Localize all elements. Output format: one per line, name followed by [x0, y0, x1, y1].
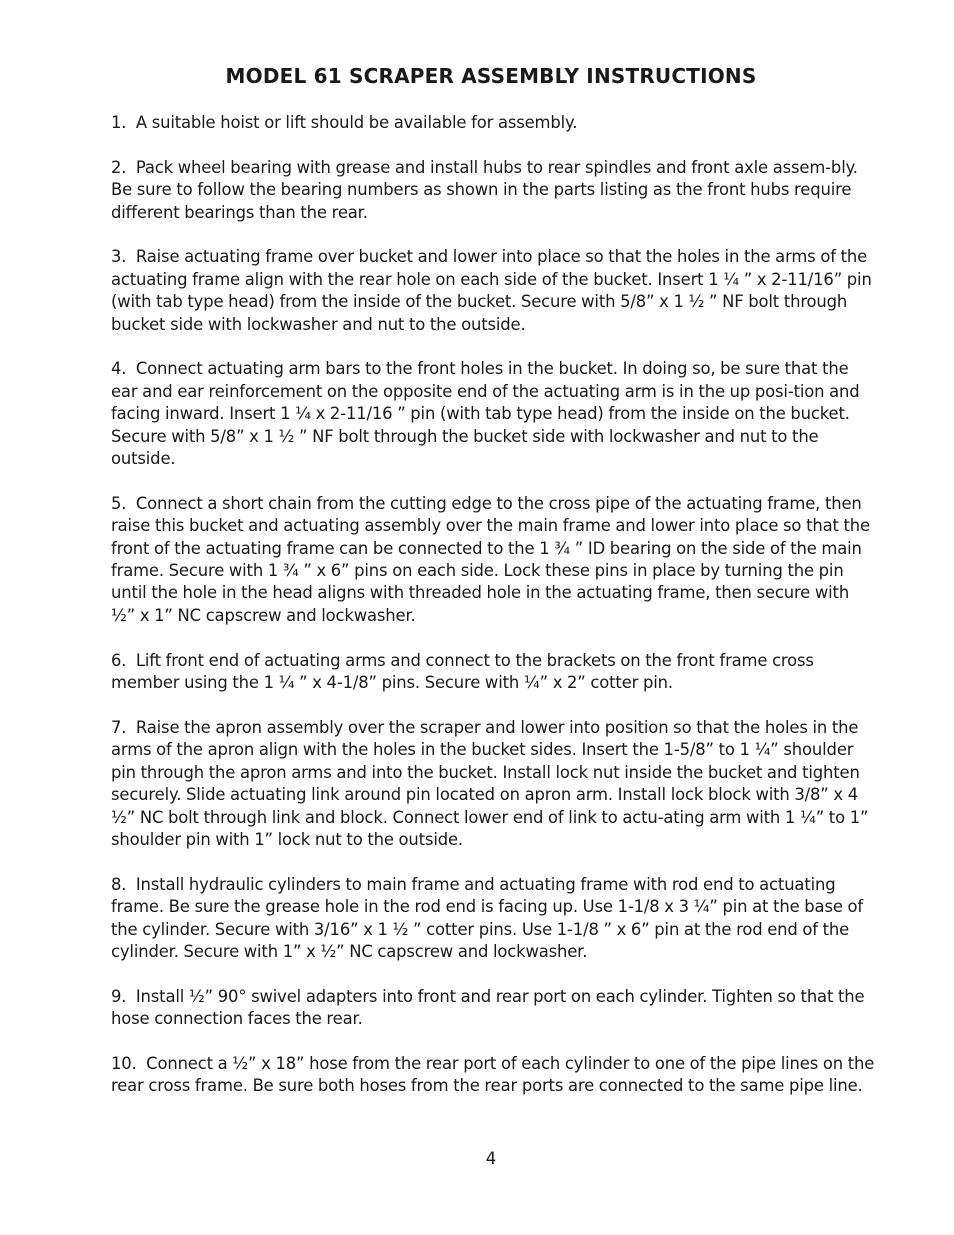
instruction-step-7	[111, 717, 877, 851]
step-number: 10.	[111, 1053, 137, 1073]
step-number: 3.	[111, 247, 127, 267]
step-text: Install hydraulic cylinders to main frame and actuating frame with rod end to actuating frame. Be sure the grease hole in the rod end is facing up. Use 1-1/8 x 3 ¼” pin at the base of the cylinder. Secure with 3/16” x 1 ½ ” cotter pins. Use 1-1/8 ” x 6” pin at the rod end of the cylinder. Secure with 1” x ½” NC capscrew and lockwasher.	[111, 874, 864, 961]
instruction-step-3	[111, 246, 877, 336]
step-number: 8.	[111, 874, 127, 894]
step-text: A suitable hoist or lift should be available for assembly.	[135, 113, 578, 132]
step-text: Connect a short chain from the cutting edge to the cross pipe of the actuating frame, then raise this bucket and actuating assembly over the main frame and lower into place so that the front of the actuating frame can be connected to the 1 ¾ ” ID bearing on the side of the main frame. Secure with 1 ¾ ” x 6” pins on each side. Lock these pins in place by turning the pin until the hole in the head aligns with threaded hole in the actuating frame, then secure with ½” x 1” NC capscrew and lockwasher.	[111, 493, 870, 625]
page-number: 4	[485, 1149, 497, 1168]
instruction-step-5	[111, 493, 877, 627]
step-text: Connect actuating arm bars to the front holes in the bucket. In doing so, be sure that the ear and ear reinforcement on the opposite end of the actuating arm is in the up posi-tion and facing inward. Insert 1 ¼ x 2-11/16 ” pin (with tab type head) from the inside on the bucket. Secure with 5/8” x 1 ½ ” NF bolt through the bucket side with lockwasher and nut to the outside.	[111, 359, 860, 469]
step-text: Raise the apron assembly over the scraper and lower into position so that the holes in the arms of the apron align with the holes in the bucket sides. Insert the 1-5/8” to 1 ¼” shoulder pin through the apron arms and into the bucket. Install lock nut inside the bucket and tighten securely. Slide actuating link around pin located on apron arm. Install lock block with 3/8” x 4 ½” NC bolt through link and block. Connect lower end of link to actu-ating arm with 1 ¼” to 1” shoulder pin with 1” lock nut to the outside.	[111, 717, 869, 849]
instruction-step-2	[111, 157, 877, 224]
step-number: 2.	[111, 157, 127, 177]
step-text: Lift front end of actuating arms and connect to the brackets on the front frame cross member using the 1 ¼ ” x 4-1/8” pins. Secure with ¼” x 2” cotter pin.	[111, 650, 814, 693]
instruction-step-6	[111, 650, 877, 695]
step-text: Connect a ½” x 18” hose from the rear port of each cylinder to one of the pipe lines on the rear cross frame. Be sure both hoses from the rear ports are connected to the same pipe line.	[111, 1053, 875, 1096]
instruction-list	[111, 112, 877, 1120]
step-number: 6.	[111, 650, 127, 670]
instruction-step-4	[111, 358, 877, 470]
instruction-step-10	[111, 1053, 877, 1098]
step-number: 1.	[111, 113, 127, 132]
step-number: 9.	[111, 986, 127, 1006]
step-number: 5.	[111, 493, 127, 513]
step-number: 4.	[111, 359, 127, 379]
instruction-step-8	[111, 874, 877, 964]
page-title: MODEL 61 SCRAPER ASSEMBLY INSTRUCTIONS	[225, 64, 757, 88]
step-number: 7.	[111, 717, 127, 737]
step-text: Pack wheel bearing with grease and install hubs to rear spindles and front axle assem-bly. Be sure to follow the bearing numbers as shown in the parts listing as the front hubs require different bearings than the rear.	[111, 157, 858, 222]
step-text: Raise actuating frame over bucket and lower into place so that the holes in the arms of the actuating frame align with the rear hole on each side of the bucket. Insert 1 ¼ ” x 2-11/16” pin (with tab type head) from the inside of the bucket. Secure with 5/8” x 1 ½ ” NF bolt through bucket side with lockwasher and nut to the outside.	[111, 247, 872, 334]
instruction-step-1	[111, 112, 877, 134]
step-text: Install ½” 90° swivel adapters into front and rear port on each cylinder. Tighten so that the hose connection faces the rear.	[111, 986, 865, 1029]
instruction-step-9	[111, 986, 877, 1031]
